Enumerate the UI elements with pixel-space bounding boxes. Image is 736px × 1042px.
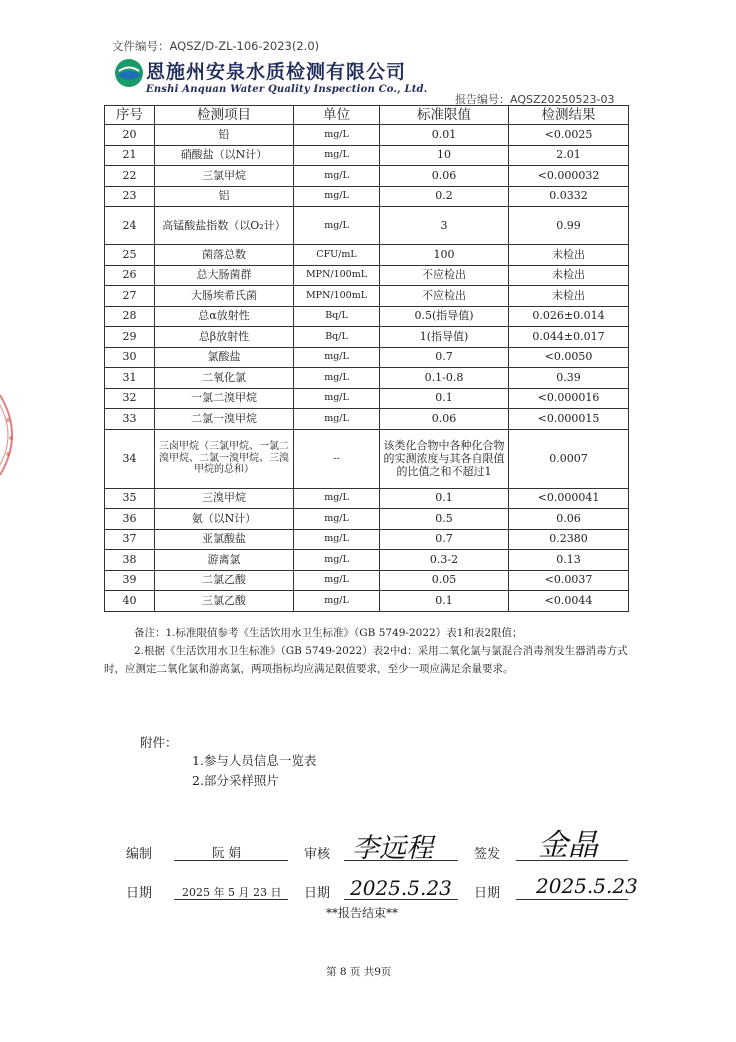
- cell-result: 未检出: [509, 286, 629, 307]
- header-limit: 标准限值: [380, 106, 509, 125]
- document-number: 文件编号：AQSZ/D-ZL-106-2023(2.0): [112, 39, 320, 53]
- cell-item: 总β放射性: [155, 327, 294, 348]
- date-3-handwritten: 2025.5.23: [536, 874, 638, 898]
- cell-limit: 0.3-2: [380, 550, 509, 571]
- table-row: [105, 245, 629, 266]
- issue-label: 签发: [474, 847, 501, 862]
- cell-item: 三氯甲烷: [155, 166, 294, 187]
- cell-limit: 10: [380, 145, 509, 166]
- cell-unit: mg/L: [294, 509, 380, 530]
- table-row: [105, 429, 629, 488]
- cell-limit: 3: [380, 207, 509, 245]
- cell-limit: 0.1: [380, 591, 509, 612]
- cell-result: 0.0007: [509, 429, 629, 488]
- attachment-item: 2.部分采样照片: [192, 773, 279, 788]
- attachments-title: 附件：: [140, 735, 178, 750]
- cell-result: 0.044±0.017: [509, 327, 629, 348]
- cell-item: 三溴甲烷: [155, 488, 294, 509]
- table-row: [105, 488, 629, 509]
- cell-unit: mg/L: [294, 125, 380, 146]
- date-label-1: 日期: [126, 886, 153, 901]
- page-number: 第 8 页 共9页: [326, 966, 392, 978]
- cell-no: 30: [105, 347, 155, 368]
- cell-unit: mg/L: [294, 488, 380, 509]
- date-1: 2025 年 5 月 23 日: [182, 886, 282, 899]
- cell-no: 32: [105, 388, 155, 409]
- cell-unit: mg/L: [294, 166, 380, 187]
- report-number: 报告编号：AQSZ20250523-03: [455, 93, 615, 106]
- cell-unit: mg/L: [294, 368, 380, 389]
- cell-no: 36: [105, 509, 155, 530]
- cell-item: 三卤甲烷（三氯甲烷、一氯二溴甲烷、二氯一溴甲烷、三溴甲烷的总和）: [155, 429, 294, 488]
- compiled-name: 阮 娟: [212, 845, 241, 860]
- cell-limit: 0.5: [380, 509, 509, 530]
- cell-result: 0.06: [509, 509, 629, 530]
- cell-unit: mg/L: [294, 570, 380, 591]
- cell-unit: mg/L: [294, 207, 380, 245]
- cell-unit: mg/L: [294, 550, 380, 571]
- cell-unit: Bq/L: [294, 327, 380, 348]
- cell-no: 22: [105, 166, 155, 187]
- cell-no: 40: [105, 591, 155, 612]
- cell-no: 26: [105, 265, 155, 286]
- date-label-2: 日期: [304, 886, 331, 901]
- table-row: [105, 570, 629, 591]
- table-row: [105, 306, 629, 327]
- table-row: [105, 591, 629, 612]
- cell-limit: 0.5(指导值): [380, 306, 509, 327]
- cell-unit: CFU/mL: [294, 245, 380, 266]
- cell-no: 35: [105, 488, 155, 509]
- report-end: **报告结束**: [326, 906, 399, 920]
- cell-result: 0.026±0.014: [509, 306, 629, 327]
- water-drop-logo-icon: [114, 58, 144, 88]
- cell-limit: 0.1: [380, 388, 509, 409]
- date-2-handwritten: 2025.5.23: [350, 876, 452, 900]
- cell-result: 0.13: [509, 550, 629, 571]
- cell-limit: 该类化合物中各种化合物的实测浓度与其各自限值的比值之和不超过1: [380, 429, 509, 488]
- cell-limit: 0.05: [380, 570, 509, 591]
- cell-unit: mg/L: [294, 591, 380, 612]
- cell-no: 27: [105, 286, 155, 307]
- cell-limit: 不应检出: [380, 265, 509, 286]
- cell-result: <0.0050: [509, 347, 629, 368]
- cell-result: <0.0037: [509, 570, 629, 591]
- cell-no: 31: [105, 368, 155, 389]
- cell-unit: MPN/100mL: [294, 265, 380, 286]
- red-stamp-fragment: [0, 390, 26, 480]
- cell-limit: 0.7: [380, 347, 509, 368]
- cell-limit: 0.06: [380, 166, 509, 187]
- cell-item: 一氯二溴甲烷: [155, 388, 294, 409]
- cell-result: <0.000015: [509, 409, 629, 430]
- cell-no: 25: [105, 245, 155, 266]
- cell-limit: 0.01: [380, 125, 509, 146]
- table-row: [105, 286, 629, 307]
- cell-no: 33: [105, 409, 155, 430]
- cell-item: 二氯一溴甲烷: [155, 409, 294, 430]
- header-item: 检测项目: [155, 106, 294, 125]
- cell-item: 二氯乙酸: [155, 570, 294, 591]
- table-row: [105, 368, 629, 389]
- cell-no: 23: [105, 186, 155, 207]
- cell-item: 菌落总数: [155, 245, 294, 266]
- cell-limit: 0.06: [380, 409, 509, 430]
- review-signature: 李远程: [352, 833, 433, 864]
- attachment-item: 1.参与人员信息一览表: [192, 753, 317, 768]
- header-result: 检测结果: [509, 106, 629, 125]
- cell-result: <0.000032: [509, 166, 629, 187]
- cell-unit: mg/L: [294, 529, 380, 550]
- cell-result: <0.000041: [509, 488, 629, 509]
- table-row: [105, 327, 629, 348]
- cell-result: 未检出: [509, 265, 629, 286]
- cell-unit: Bq/L: [294, 306, 380, 327]
- table-row: [105, 186, 629, 207]
- cell-result: 0.0332: [509, 186, 629, 207]
- table-row: [105, 409, 629, 430]
- header-no: 序号: [105, 106, 155, 125]
- cell-unit: mg/L: [294, 186, 380, 207]
- note-line-1: 备注：1.标准限值参考《生活饮用水卫生标准》（GB 5749-2022）表1和表2限值；: [134, 627, 523, 639]
- cell-unit: mg/L: [294, 388, 380, 409]
- cell-unit: mg/L: [294, 409, 380, 430]
- cell-limit: 不应检出: [380, 286, 509, 307]
- table-header-row: [105, 106, 629, 125]
- table-row: [105, 529, 629, 550]
- company-name-cn: 恩施州安泉水质检测有限公司: [146, 61, 407, 83]
- issue-signature: 金晶: [538, 828, 598, 863]
- table-row: [105, 347, 629, 368]
- cell-item: 铅: [155, 125, 294, 146]
- cell-item: 氯酸盐: [155, 347, 294, 368]
- cell-result: 0.99: [509, 207, 629, 245]
- cell-result: 0.2380: [509, 529, 629, 550]
- cell-unit: --: [294, 429, 380, 488]
- cell-item: 三氯乙酸: [155, 591, 294, 612]
- cell-item: 总大肠菌群: [155, 265, 294, 286]
- table-row: [105, 550, 629, 571]
- cell-no: 37: [105, 529, 155, 550]
- cell-limit: 0.1: [380, 488, 509, 509]
- results-table: [104, 105, 629, 612]
- note-line-2: 2.根据《生活饮用水卫生标准》（GB 5749-2022）表2中d：采用二氧化氯与氯混合消毒剂发生器消毒方式时，应测定二氧化氯和游离氯，两项指标均应满足限值要求，至少一项应满足余量要求。: [104, 645, 628, 675]
- cell-limit: 0.7: [380, 529, 509, 550]
- cell-item: 游离氯: [155, 550, 294, 571]
- cell-unit: MPN/100mL: [294, 286, 380, 307]
- table-row: [105, 166, 629, 187]
- notes: [104, 624, 632, 678]
- table-row: [105, 265, 629, 286]
- header-unit: 单位: [294, 106, 380, 125]
- table-row: [105, 388, 629, 409]
- cell-result: <0.0025: [509, 125, 629, 146]
- cell-unit: mg/L: [294, 145, 380, 166]
- cell-item: 二氧化氯: [155, 368, 294, 389]
- cell-no: 24: [105, 207, 155, 245]
- cell-item: 大肠埃希氏菌: [155, 286, 294, 307]
- cell-limit: 100: [380, 245, 509, 266]
- cell-item: 高锰酸盐指数（以O₂计）: [155, 207, 294, 245]
- cell-result: 2.01: [509, 145, 629, 166]
- cell-no: 21: [105, 145, 155, 166]
- cell-result: <0.000016: [509, 388, 629, 409]
- cell-limit: 0.2: [380, 186, 509, 207]
- cell-unit: mg/L: [294, 347, 380, 368]
- cell-item: 硝酸盐（以N计）: [155, 145, 294, 166]
- table-row: [105, 125, 629, 146]
- review-label: 审核: [304, 847, 331, 862]
- company-name-en: Enshi Anquan Water Quality Inspection Co., Ltd.: [146, 84, 428, 95]
- cell-no: 20: [105, 125, 155, 146]
- table-row: [105, 509, 629, 530]
- cell-result: <0.0044: [509, 591, 629, 612]
- compiled-label: 编制: [126, 847, 153, 862]
- cell-no: 38: [105, 550, 155, 571]
- cell-no: 29: [105, 327, 155, 348]
- cell-no: 39: [105, 570, 155, 591]
- cell-limit: 1(指导值): [380, 327, 509, 348]
- cell-no: 34: [105, 429, 155, 488]
- table-row: [105, 207, 629, 245]
- cell-item: 氨（以N计）: [155, 509, 294, 530]
- cell-item: 亚氯酸盐: [155, 529, 294, 550]
- table-row: [105, 145, 629, 166]
- cell-result: 未检出: [509, 245, 629, 266]
- cell-no: 28: [105, 306, 155, 327]
- cell-item: 总α放射性: [155, 306, 294, 327]
- cell-item: 铝: [155, 186, 294, 207]
- cell-result: 0.39: [509, 368, 629, 389]
- date-label-3: 日期: [474, 886, 501, 901]
- cell-limit: 0.1-0.8: [380, 368, 509, 389]
